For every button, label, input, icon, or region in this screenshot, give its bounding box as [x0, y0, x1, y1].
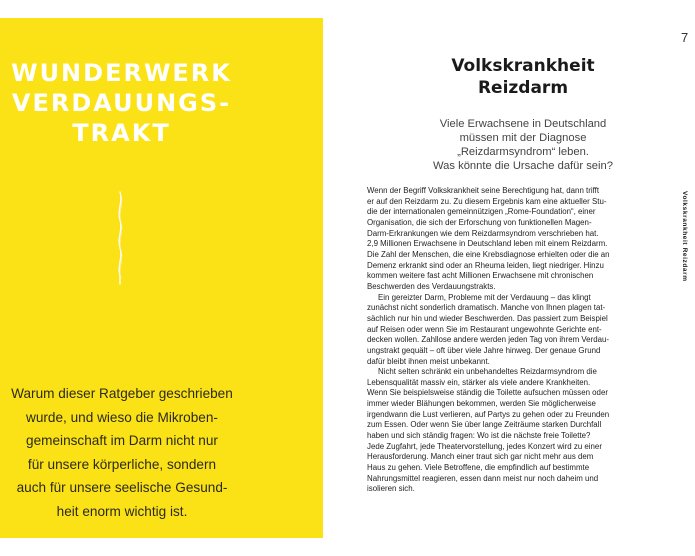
body-line: haben und sich ständig fragen: Wo ist die nächste freie Toilette?	[367, 431, 591, 441]
chapter-title-line: WUNDERWERK	[11, 59, 232, 87]
chapter-intro-line: Warum dieser Ratgeber geschrieben	[11, 386, 233, 401]
chapter-intro-line: gemeinschaft im Darm nicht nur	[26, 433, 218, 448]
body-line: Wenn der Begriff Volkskrankheit seine Berechtigung hat, dann trifft	[367, 186, 600, 195]
chapter-intro-line: heit enorm wichtig ist.	[56, 503, 188, 519]
body-line: kommen weitere fast acht Millionen Erwachsene mit chronischen	[367, 271, 594, 281]
body-line: immer wieder Blähungen bekommen, werden Sie möglicherweise	[367, 399, 596, 409]
lead-line: Viele Erwachsene in Deutschland	[439, 118, 607, 130]
chapter-title-line: TRAKT	[72, 119, 171, 147]
body-line: Nahrungsmittel reagieren, essen dann meist nur noch daheim und	[367, 473, 599, 483]
chapter-intro	[2, 382, 242, 523]
squiggle-ornament-icon	[112, 190, 128, 286]
chapter-title-line: VERDAUUNGS-	[11, 89, 232, 117]
body-line: die der internationalen gemeinnützigen „Rome-Foundation“, einer	[367, 207, 596, 217]
lead-line: „Reizdarmsyndrom“ leben.	[457, 146, 589, 158]
lead-line: Was könnte die Ursache dafür sein?	[433, 160, 613, 172]
body-line: Organisation, die sich der Erforschung von funktionellen Magen-	[367, 217, 592, 227]
body-line: zum Essen. Oder wenn Sie über lange Zeiträume starken Durchfall	[367, 420, 602, 430]
body-line: 2,9 Millionen Erwachsene in Deutschland leben mit einem Reizdarm.	[367, 239, 608, 249]
running-head: Volkskrankheit Reizdarm	[681, 191, 688, 282]
article-title-line: Reizdarm	[477, 78, 569, 98]
chapter-intro-line: für unsere körperliche, sondern	[27, 456, 217, 472]
body-line: Haus zu gehen. Viele Betroffene, die empfindlich auf bestimmte	[367, 463, 590, 473]
body-line: Wenn Sie beispielsweise ständig die Toilette aufsuchen müssen oder	[367, 388, 608, 398]
article-body	[367, 186, 661, 495]
body-line: Nicht selten schränkt ein unbehandeltes Reizdarmsyndrom die	[378, 367, 597, 377]
body-line: irgendwann die Lust verlieren, auf Partys zu gehen oder zu Freunden	[367, 409, 610, 419]
chapter-intro-line: auch für unsere seelische Gesund-	[16, 480, 228, 495]
chapter-title	[0, 58, 243, 148]
body-line: zunächst nicht sonderlich dramatisch. Manche von Ihnen plagen tat-	[367, 303, 606, 313]
article-title-line: Volkskrankheit	[451, 56, 595, 76]
chapter-intro-line: wurde, und wieso die Mikroben-	[26, 409, 218, 425]
body-line: Darm-Erkrankungen wie dem Reizdarmsyndrom verschrieben hat.	[367, 228, 599, 238]
body-line: Lebensqualität massiv ein, stärker als viele andere Krankheiten.	[367, 377, 591, 387]
body-line: Ein gereizter Darm, Probleme mit der Verdauung – das klingt	[378, 292, 591, 302]
body-line: dafür bleibt ihnen meist unbekannt.	[367, 356, 490, 366]
body-line: ungstrakt gequält – oft über viele Jahre hinweg. Der genaue Grund	[367, 345, 601, 355]
body-line: er auf den Reizdarm zu. Zu diesem Ergebnis kam eine aktueller Stu-	[367, 196, 607, 206]
body-line: auf Reisen oder wenn Sie im Restaurant ungewohnte Gerichte ent-	[367, 324, 602, 334]
page-number: 7	[681, 30, 689, 45]
body-line: Die Zahl der Menschen, die eine Krebsdiagnose erhielten oder die an	[367, 249, 610, 259]
body-line: decken wollen. Zahllose andere werden jeden Tag von ihrem Verdau-	[367, 335, 609, 345]
article-title	[420, 55, 626, 99]
lead-line: müssen mit der Diagnose	[459, 132, 587, 144]
article-lead	[418, 117, 628, 173]
body-line: sächlich nur hin und wieder Beschwerden. Das passiert zum Beispiel	[367, 313, 608, 323]
body-line: isolieren sich.	[367, 484, 415, 494]
body-line: Demenz erkrankt sind oder an Rheuma leiden, liegt niedriger. Hinzu	[367, 260, 604, 270]
body-line: Jede Zugfahrt, jede Theatervorstellung, jedes Konzert wird zu einer	[367, 441, 602, 451]
body-line: Beschwerden des Verdauungstrakts.	[367, 281, 496, 291]
body-line: Herausforderung. Manch einer traut sich gar nicht mehr aus dem	[367, 452, 594, 462]
